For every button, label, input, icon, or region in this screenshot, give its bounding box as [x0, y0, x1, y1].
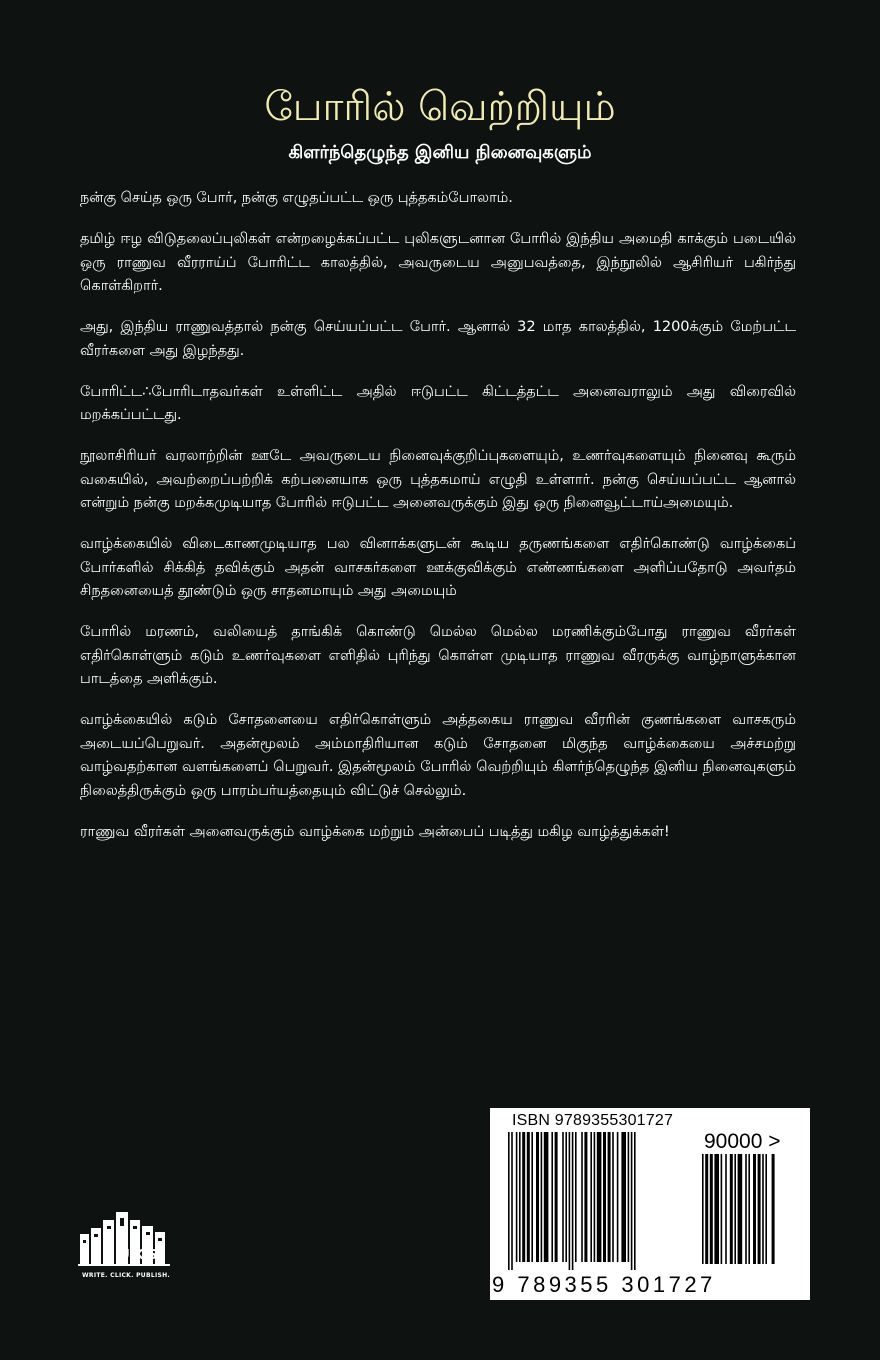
blurb-paragraph: நூலாசிரியர் வரலாற்றின் ஊடே அவருடைய நினைவுக்குறிப்புகளையும், உணர்வுகளையும் நினைவு கூரும் வகையில், அவற்றைப்பற்றிக் கற்பனையாக ஒரு புத்தகமாய் எழுதி உள்ளார். நன்கு செய்யப்பட்ட ஆனால் என்றும் நன்கு மறக்கமுடியாத போரில் ஈடுபட்ட அனைவருக்கும் இது ஒரு நினைவூட்டாய்அமையும்.: [80, 447, 796, 511]
barcode-bars: [508, 1132, 694, 1278]
blurb: [80, 186, 796, 861]
isbn-digits: 9 789355 301727: [492, 1272, 716, 1297]
publisher-tagline: WRITE. CLICK. PUBLISH.: [81, 1272, 171, 1279]
book-title: போரில் வெற்றியும்: [264, 84, 616, 130]
price-code: 90000 >: [704, 1130, 781, 1153]
blurb-paragraph: போரில் மரணம், வலியைத் தாங்கிக் கொண்டு மெல்ல மெல்ல மரணிக்கும்போது ராணுவ வீரர்கள் எதிர்கொள்ளும் கடும் உணர்வுகளை எளிதில் புரிந்து கொள்ள முடியாத ராணுவ வீரருக்கு வாழ்நாளுக்கான பாடத்தை அளிக்கும்.: [80, 623, 796, 687]
addon-barcode-bars: [702, 1154, 792, 1274]
blurb-paragraph: அது, இந்திய ராணுவத்தால் நன்கு செய்யப்பட்ட போர். ஆனால் 32 மாத காலத்தில், 1200க்கும் மேற்பட்ட வீரர்களை அது இழந்தது.: [80, 318, 796, 359]
blurb-paragraph: வாழ்க்கையில் கடும் சோதனையை எதிர்கொள்ளும் அத்தகைய ராணுவ வீரரின் குணங்களை வாசகரும் அடையப்பெறுவர். அதன்மூலம் அம்மாதிரியான கடும் சோதனை மிகுந்த வாழ்க்கையை அச்சமற்று வாழ்வதற்கான வளங்களைப் பெறுவர். இதன்மூலம் போரில் வெற்றியும் கிளர்ந்தெழுந்த இனிய நினைவுகளும் நிலைத்திருக்கும் ஒரு பாரம்பர்யத்தையும் விட்டுச் செல்லும்.: [80, 711, 796, 799]
blurb-paragraph: ராணுவ வீரர்கள் அனைவருக்கும் வாழ்க்கை மற்றும் அன்பைப் படித்து மகிழ வாழ்த்துக்கள்!: [80, 822, 670, 840]
blurb-paragraph: நன்கு செய்த ஒரு போர், நன்கு எழுதப்பட்ட ஒரு புத்தகம்போலாம்.: [80, 189, 513, 206]
blurb-paragraph: போரிட்ட∴போரிடாதவர்கள் உள்ளிட்ட அதில் ஈடுபட்ட கிட்டத்தட்ட அனைவராலும் அது விரைவில் மறக்கப்பட்டது.: [80, 382, 796, 423]
blurb-paragraph: வாழ்க்கையில் விடைகாணமுடியாத பல வினாக்களுடன் கூடிய தருணங்களை எதிர்கொண்டு வாழ்க்கைப் போர்களில் சிக்கித் தவிக்கும் அதன் வாசகர்களை ஊக்குவிக்கும் எண்ணங்களை அளிப்பதோடு அவர்தம் சிநதனையைத் தூண்டும் ஒரு சாதனமாயும் அது அமையும்: [80, 535, 796, 599]
publisher-logo-icon: [78, 1188, 174, 1284]
blurb-paragraph: தமிழ் ஈழ விடுதலைப்புலிகள் என்றழைக்கப்பட்ட புலிகளுடனான போரில் இந்திய அமைதி காக்கும் படையில் ஒரு ராணுவ வீரராய்ப் போரிட்ட காலத்தில், அவருடைய அனுபவத்தை, இந்நூலில் ஆசிரியர் பகிர்ந்து கொள்கிறார்.: [80, 230, 796, 294]
publisher-name: BUUKS: [90, 1248, 162, 1263]
isbn-barcode: [490, 1108, 810, 1300]
isbn-label: ISBN 9789355301727: [512, 1112, 674, 1129]
book-subtitle: கிளர்ந்தெழுந்த இனிய நினைவுகளும்: [288, 142, 592, 163]
